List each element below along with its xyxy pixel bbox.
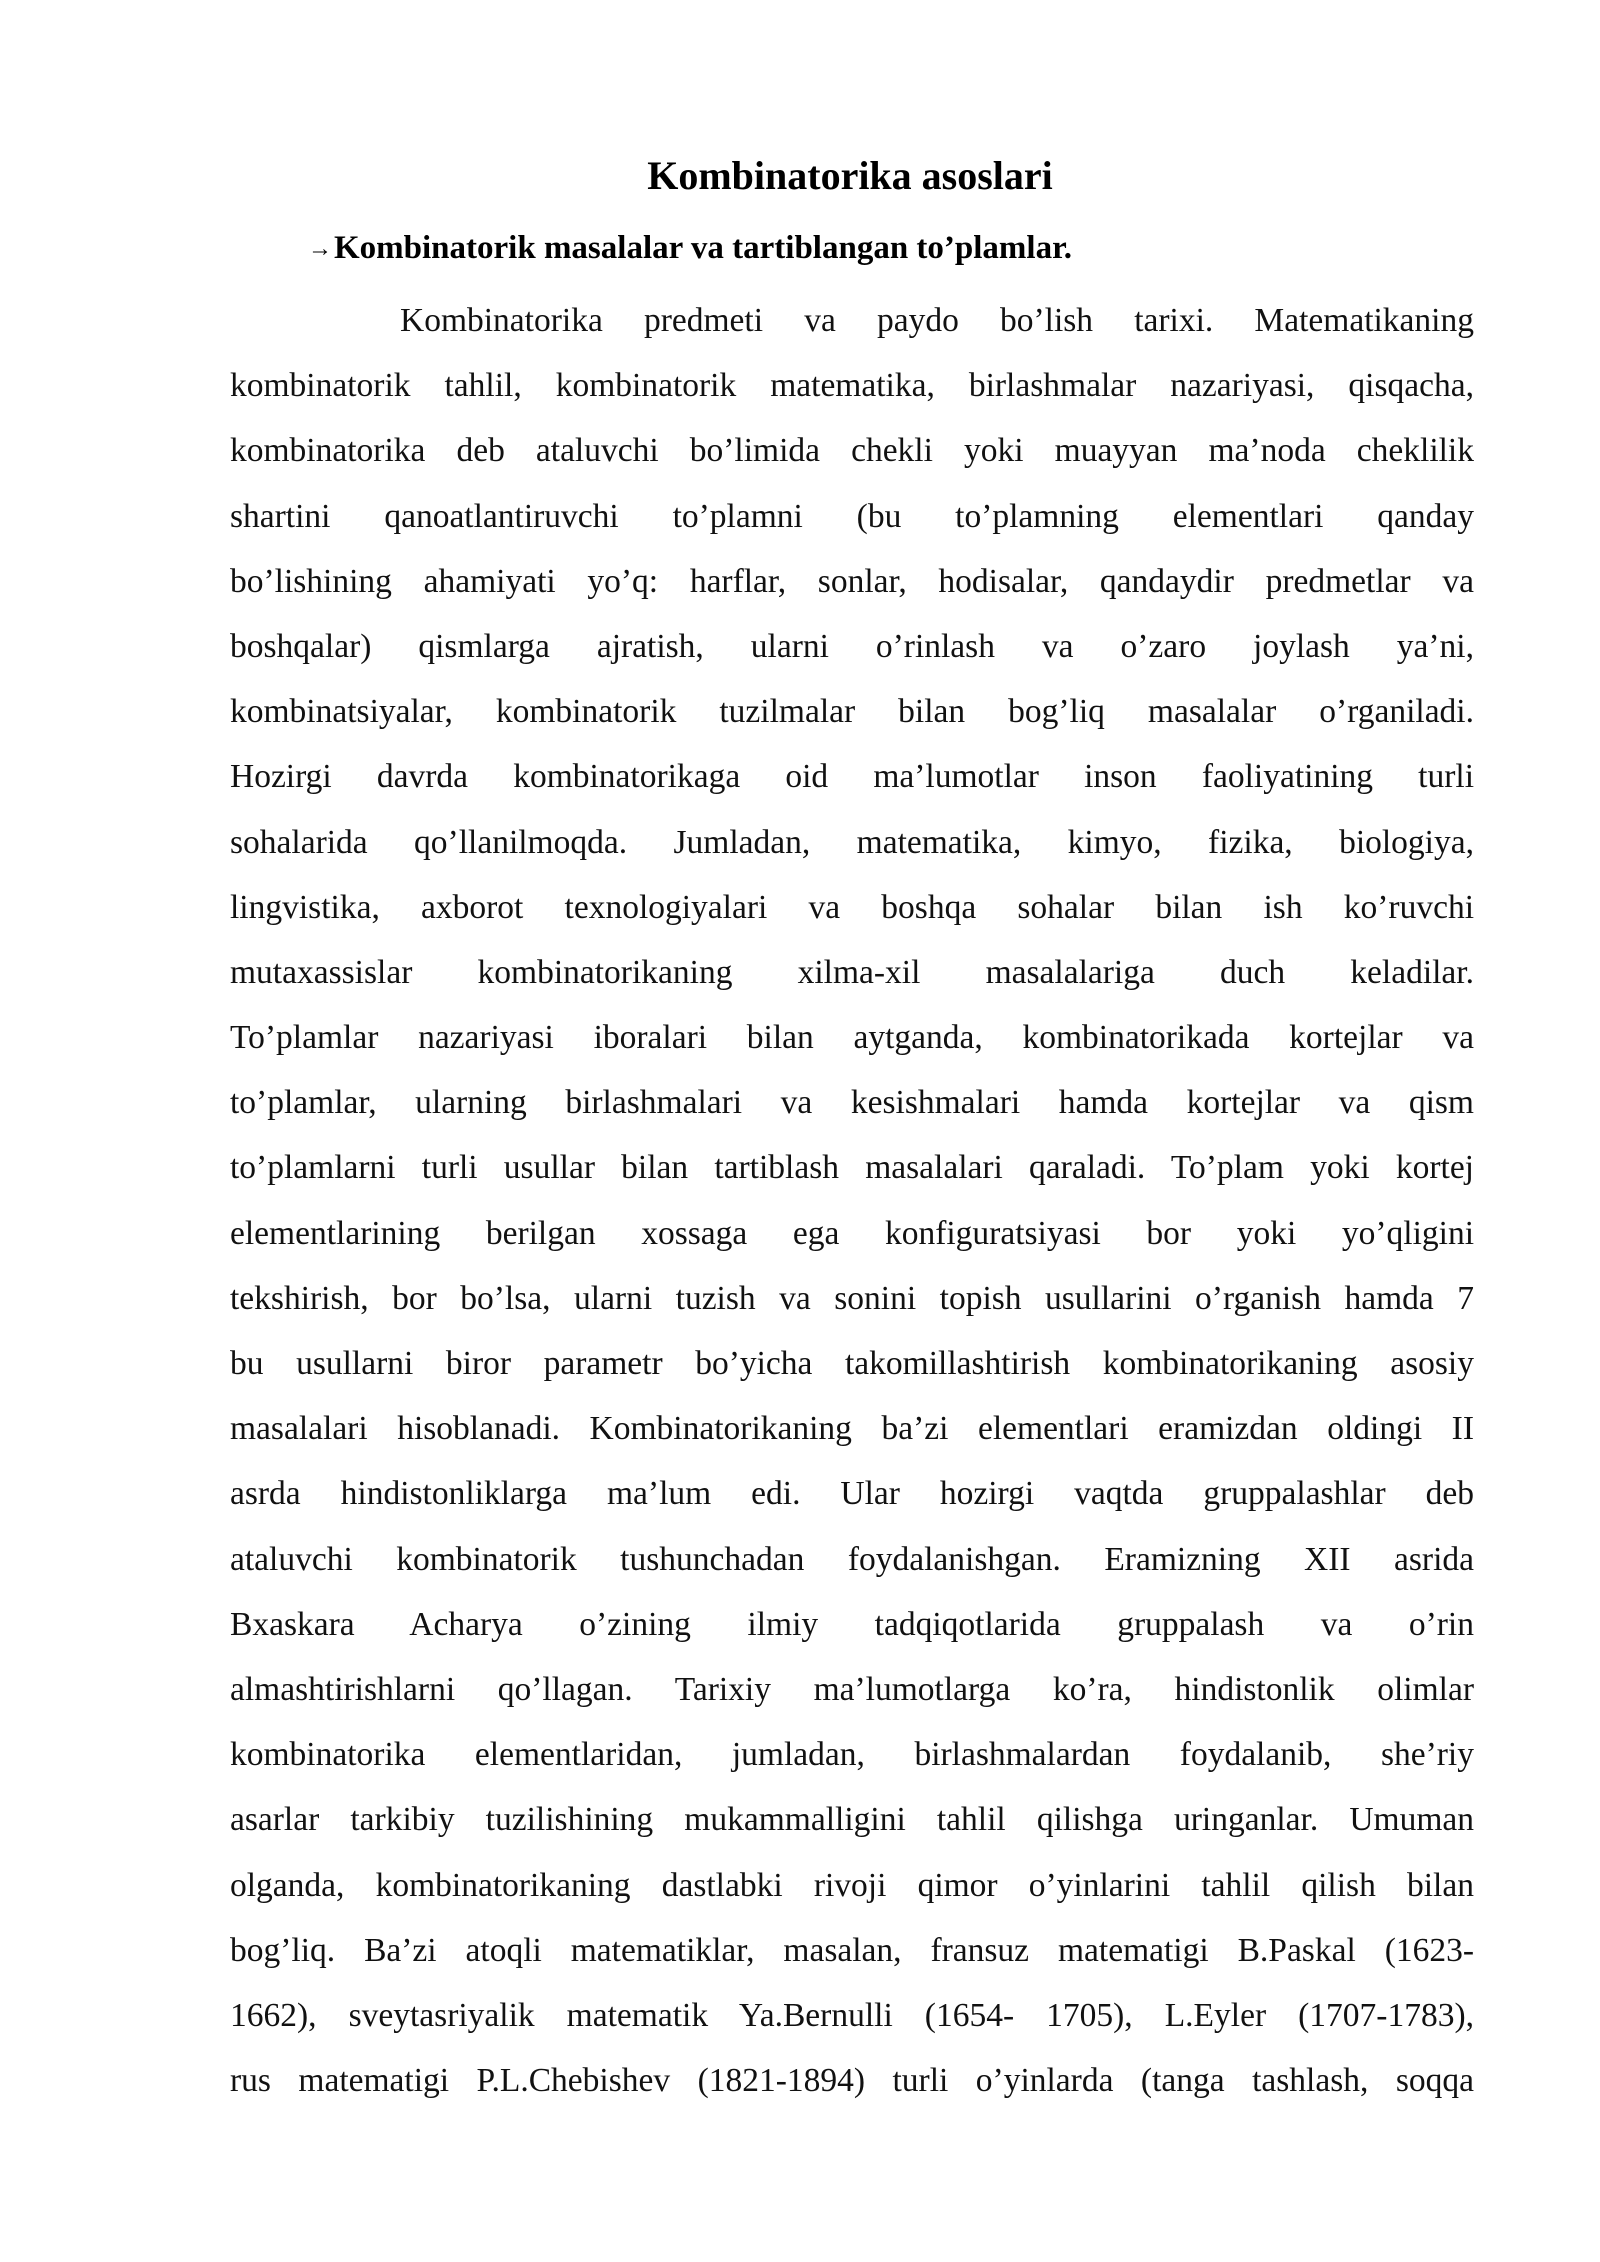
text-line: mutaxassislar kombinatorikaning xilma-xil masalalariga duch keladilar. [230,953,1474,991]
text-line: bog’liq. Ba’zi atoqli matematiklar, masalan, fransuz matematigi B.Paskal (1623- [230,1931,1474,1969]
text-line: bo’lishining ahamiyati yo’q: harflar, sonlar, hodisalar, qandaydir predmetlar va [230,562,1474,600]
text-line: kombinatorika deb ataluvchi bo’limida chekli yoki muayyan ma’noda cheklilik [230,432,1474,470]
text-line: kombinatsiyalar, kombinatorik tuzilmalar bilan bog’liq masalalar o’rganiladi. [230,693,1474,731]
text-line: kombinatorika elementlaridan, jumladan, birlashmalardan foydalanib, she’riy [230,1736,1474,1774]
text-line: Hozirgi davrda kombinatorikaga oid ma’lumotlar inson faoliyatining turli [230,758,1474,796]
text-line: Kombinatorika predmeti va paydo bo’lish tarixi. Matematikaning [400,302,1474,339]
text-line: To’plamlar nazariyasi iboralari bilan aytganda, kombinatorikada kortejlar va [230,1019,1474,1057]
body-paragraph [230,288,1474,2113]
text-line: to’plamlar, ularning birlashmalari va kesishmalari hamda kortejlar va qism [230,1084,1474,1122]
text-line: olganda, kombinatorikaning dastlabki rivoji qimor o’yinlarini tahlil qilish bilan [230,1866,1474,1904]
text-line: boshqalar) qismlarga ajratish, ularni o’rinlash va o’zaro joylash ya’ni, [230,627,1474,665]
text-line: to’plamlarni turli usullar bilan tartiblash masalalari qaraladi. To’plam yoki kortej [230,1149,1474,1187]
text-line: kombinatorik tahlil, kombinatorik matematika, birlashmalar nazariyasi, qisqacha, [230,367,1474,405]
text-line: elementlarining berilgan xossaga ega konfiguratsiyasi bor yoki yo’qligini [230,1214,1474,1252]
text-line: lingvistika, axborot texnologiyalari va boshqa sohalar bilan ish ko’ruvchi [230,888,1474,926]
text-line: 1662), sveytasriyalik matematik Ya.Bernulli (1654- 1705), L.Eyler (1707-1783), [230,1996,1474,2034]
text-line: bu usullarni biror parametr bo’yicha takomillashtirish kombinatorikaning asosiy [230,1345,1474,1382]
text-line: shartini qanoatlantiruvchi to’plamni (bu to’plamning elementlari qanday [230,497,1474,535]
text-line: asarlar tarkibiy tuzilishining mukammalligini tahlil qilishga uringanlar. Umuman [230,1801,1474,1839]
text-line: ataluvchi kombinatorik tushunchadan foydalanishgan. Eramizning XII asrida [230,1540,1474,1578]
text-line: tekshirish, bor bo’lsa, ularni tuzish va sonini topish usullarini o’rganish hamda 7 [230,1279,1474,1317]
text-line: sohalarida qo’llanilmoqda. Jumladan, matematika, kimyo, fizika, biologiya, [230,823,1474,861]
text-line: rus matematigi P.L.Chebishev (1821-1894) turli o’yinlarda (tanga tashlash, soqqa [230,2062,1474,2100]
text-line: masalalari hisoblanadi. Kombinatorikaning ba’zi elementlari eramizdan oldingi II [230,1410,1474,1448]
arrow-icon: → [308,236,332,262]
section-heading [308,225,1072,274]
section-heading-text: Kombinatorik masalalar va tartiblangan to’plamlar. [334,230,1072,266]
text-line: almashtirishlarni qo’llagan. Tarixiy ma’lumotlarga ko’ra, hindistonlik olimlar [230,1670,1474,1708]
text-line: asrda hindistonliklarga ma’lum edi. Ular hozirgi vaqtda gruppalashlar deb [230,1475,1474,1513]
page-title: Kombinatorika asoslari [647,153,1053,198]
text-line: Bxaskara Acharya o’zining ilmiy tadqiqotlarida gruppalash va o’rin [230,1605,1474,1643]
